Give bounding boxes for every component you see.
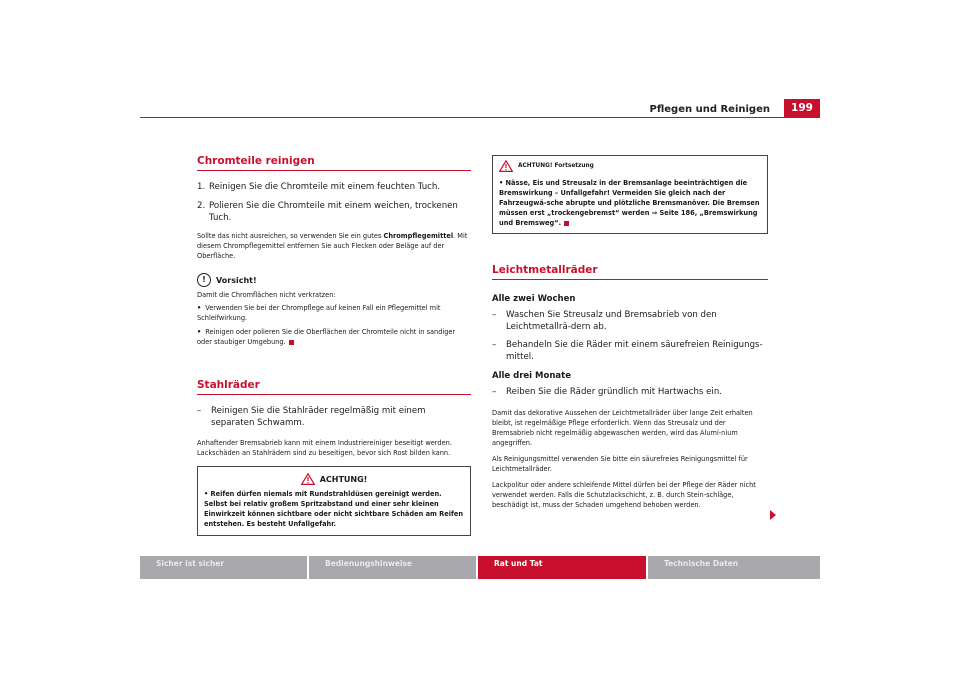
subheading-three-months: Alle drei Monate xyxy=(492,371,571,381)
left-column xyxy=(197,155,471,536)
right-column xyxy=(492,155,768,516)
leicht-note-2: Als Reinigungsmittel verwenden Sie bitte ein säurefreies Reinigungsmittel für Leichtmetallräder. xyxy=(492,455,748,473)
section-end-icon xyxy=(564,221,569,226)
leicht-dash-1 xyxy=(492,309,768,333)
subheading-two-weeks: Alle zwei Wochen xyxy=(492,294,576,304)
achtung-continued-box xyxy=(492,155,768,234)
step-2 xyxy=(197,200,471,224)
section-end-icon xyxy=(289,340,294,345)
step-text: Polieren Sie die Chromteile mit einem weichen, trockenen Tuch. xyxy=(209,201,458,223)
step-text: Reinigen Sie die Chromteile mit einem feuchten Tuch. xyxy=(209,182,441,192)
warning-triangle-icon xyxy=(499,160,513,172)
achtung-label: ACHTUNG! xyxy=(319,474,368,484)
achtung-continued-text xyxy=(499,178,761,228)
dash-text: Reinigen Sie die Stahlräder regelmäßig mit einem separaten Schwamm. xyxy=(211,406,426,428)
heading-leichtmetallraeder: Leichtmetallräder xyxy=(492,264,768,280)
chrom-note-post: . Mit diesem Chrompflegemittel entfernen Sie auch Flecken oder Beläge auf der Oberfläche. xyxy=(197,232,468,260)
leicht-note-1: Damit das dekorative Aussehen der Leichtmetallräder über lange Zeit erhalten bleibt, ist regelmäßige Pflege erforderlich. Wenn das Streusalz und der Bremsabrieb nicht regelmäßig abgewaschen werden, wird das Alumi-nium angegriffen. xyxy=(492,409,753,447)
achtung-body: Reifen dürfen niemals mit Rundstrahldüsen gereinigt werden. Selbst bei relativ großem Spritzabstand und einer sehr kleinen Einwirkzeit können sichtbare oder nicht sichtbare Schäden am Reifen entstehen. Es besteht Unfallgefahr. xyxy=(204,490,464,528)
achtung-text xyxy=(204,489,464,529)
dash-marker: – xyxy=(492,340,497,350)
achtung-continued-label: ACHTUNG! Fortsetzung xyxy=(518,163,594,169)
footer-tab-bedienung[interactable]: Bedienungshinweise xyxy=(309,556,476,579)
bullet-dot-icon: • xyxy=(204,490,209,498)
leicht-note-3: Lackpolitur oder andere schleifende Mittel dürfen bei der Pflege der Räder nicht verwendet werden. Falls die Schutzlackschicht, z. B. durch Stein-schläge, beschädigt ist, muss der Schaden umgehend behoben werden. xyxy=(492,481,756,509)
leicht-dash-2 xyxy=(492,339,768,363)
heading-chromteile: Chromteile reinigen xyxy=(197,155,471,171)
step-number: 1. xyxy=(197,182,206,192)
vorsicht-label: Vorsicht! xyxy=(216,275,257,285)
footer-nav xyxy=(140,556,820,579)
step-1 xyxy=(197,181,471,193)
achtung-header xyxy=(204,473,464,485)
vorsicht-bullet-1 xyxy=(197,303,471,323)
vorsicht-intro: Damit die Chromflächen nicht verkratzen: xyxy=(197,291,336,299)
bullet-dot-icon: • xyxy=(197,328,202,336)
stahl-dash-item xyxy=(197,405,471,429)
bullet-text: Reinigen oder polieren Sie die Oberflächen der Chromteile nicht in sandiger oder staubiger Umgebung. xyxy=(197,328,456,346)
next-page-arrow-icon[interactable] xyxy=(770,510,776,520)
footer-tab-technische-daten[interactable]: Technische Daten xyxy=(648,556,820,579)
bullet-dot-icon: • xyxy=(499,179,504,187)
vorsicht-bullet-2 xyxy=(197,327,471,347)
achtung-box xyxy=(197,466,471,536)
stahl-note: Anhaftender Bremsabrieb kann mit einem Industriereiniger beseitigt werden. Lackschäden an Stahlrädern sind zu beseitigen, bevor sich Rost bilden kann. xyxy=(197,439,452,457)
achtung-continued-body: Nässe, Eis und Streusalz in der Bremsanlage beeinträchtigen die Bremswirkung – Unfallgefahr! Vermeiden Sie gleich nach der Fahrzeugwä-sche abrupte und plötzliche Bremsmanöver. Die Bremsen müssen erst „trockengebremst“ werden ⇒ Seite 186, „Bremswirkung und Bremsweg“. xyxy=(499,179,760,227)
page-number: 199 xyxy=(784,99,820,118)
chrom-note-pre: Sollte das nicht ausreichen, so verwenden Sie ein gutes xyxy=(197,232,384,240)
dash-text: Reiben Sie die Räder gründlich mit Hartwachs ein. xyxy=(506,387,722,397)
leicht-dash-3 xyxy=(492,386,768,398)
dash-marker: – xyxy=(197,406,202,416)
dash-text: Behandeln Sie die Räder mit einem säurefreien Reinigungs-mittel. xyxy=(506,340,763,362)
bullet-text: Verwenden Sie bei der Chrompflege auf keinen Fall ein Pflegemittel mit Schleifwirkung. xyxy=(197,304,441,322)
dash-marker: – xyxy=(492,387,497,397)
step-number: 2. xyxy=(197,201,206,211)
footer-tab-rat-und-tat[interactable]: Rat und Tat xyxy=(478,556,646,579)
bullet-dot-icon: • xyxy=(197,304,202,312)
exclamation-circle-icon: ! xyxy=(197,273,211,287)
dash-text: Waschen Sie Streusalz und Bremsabrieb von den Leichtmetallrä-dern ab. xyxy=(506,310,717,332)
vorsicht-header xyxy=(197,273,471,287)
heading-stahlraeder: Stahlräder xyxy=(197,379,471,395)
header-title: Pflegen und Reinigen xyxy=(649,104,770,115)
dash-marker: – xyxy=(492,310,497,320)
warning-triangle-icon xyxy=(301,473,315,485)
achtung-continued-header xyxy=(499,160,761,172)
chrom-note-bold: Chrompflegemittel xyxy=(383,232,454,240)
header-rule xyxy=(140,117,820,118)
chrom-note xyxy=(197,231,471,261)
footer-tab-sicher[interactable]: Sicher ist sicher xyxy=(140,556,307,579)
